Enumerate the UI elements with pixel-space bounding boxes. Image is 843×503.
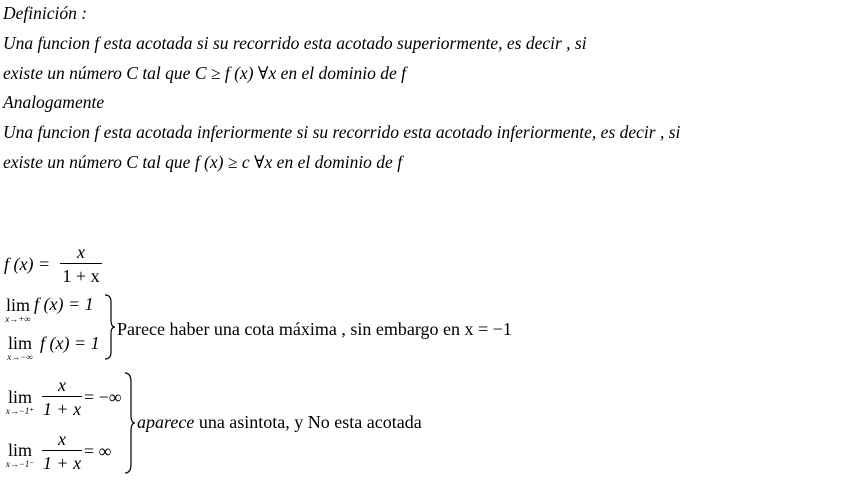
limit-result-3: = −∞ <box>84 387 122 407</box>
limit-operator-1 <box>3 296 33 324</box>
limit-expression-2 <box>40 333 100 354</box>
fraction-bar <box>42 396 82 397</box>
definition-line-1: Una funcion f esta acotada si su recorrido esta acotado superiormente, es decir , si <box>3 33 587 53</box>
note-2-italic: aparece <box>137 412 195 432</box>
definition-line-4: existe un número C tal que f (x) ≥ c ∀x en el dominio de f <box>3 152 403 172</box>
fraction-bar <box>42 450 82 451</box>
limit-subscript-2: x→−∞ <box>7 352 33 362</box>
function-lhs <box>4 254 50 275</box>
limit-3-denominator: 1 + x <box>42 399 82 419</box>
function-lhs-text: f (x) = <box>4 254 51 274</box>
limit-fraction-3 <box>42 375 82 419</box>
definition-line-3: Una funcion f esta acotada inferiormente si su recorrido esta acotado inferiormente, es decir , si <box>3 122 681 142</box>
definition-title: Definición : <box>3 3 88 23</box>
definition-line-2: existe un número C tal que C ≥ f (x) ∀x en el dominio de f <box>3 63 406 83</box>
right-brace-icon <box>124 372 136 474</box>
lim-word: lim <box>7 440 32 460</box>
note-1: Parece haber una cota máxima , sin embargo en x = −1 <box>117 319 512 339</box>
limit-result-4: = ∞ <box>84 441 112 461</box>
limit-operator-3 <box>3 388 37 416</box>
limit-fraction-4 <box>42 429 82 473</box>
limit-4-denominator: 1 + x <box>42 453 82 473</box>
limit-expression-1-text: f (x) = 1 <box>34 294 94 314</box>
function-numerator: x <box>77 242 85 262</box>
note-2-rest: una asintota, y No esta acotada <box>194 412 422 432</box>
right-brace-icon <box>104 294 116 360</box>
limit-subscript-4: x→−1⁻ <box>5 459 35 469</box>
limit-4-numerator: x <box>58 429 66 449</box>
note-2 <box>137 412 422 433</box>
limit-expression-2-text: f (x) = 1 <box>40 333 100 353</box>
analogously-label: Analogamente <box>3 92 105 112</box>
limit-subscript-1: x→+∞ <box>5 314 31 324</box>
lim-word: lim <box>5 295 30 315</box>
lim-word: lim <box>7 387 32 407</box>
fraction-bar <box>60 263 102 264</box>
limit-operator-4 <box>3 441 37 469</box>
limit-operator-2 <box>5 334 35 362</box>
lim-word: lim <box>7 333 32 353</box>
limit-subscript-3: x→−1⁺ <box>5 406 35 416</box>
function-fraction <box>60 242 102 286</box>
limit-3-numerator: x <box>58 375 66 395</box>
function-denominator: 1 + x <box>62 266 100 286</box>
limit-expression-1 <box>34 294 94 315</box>
